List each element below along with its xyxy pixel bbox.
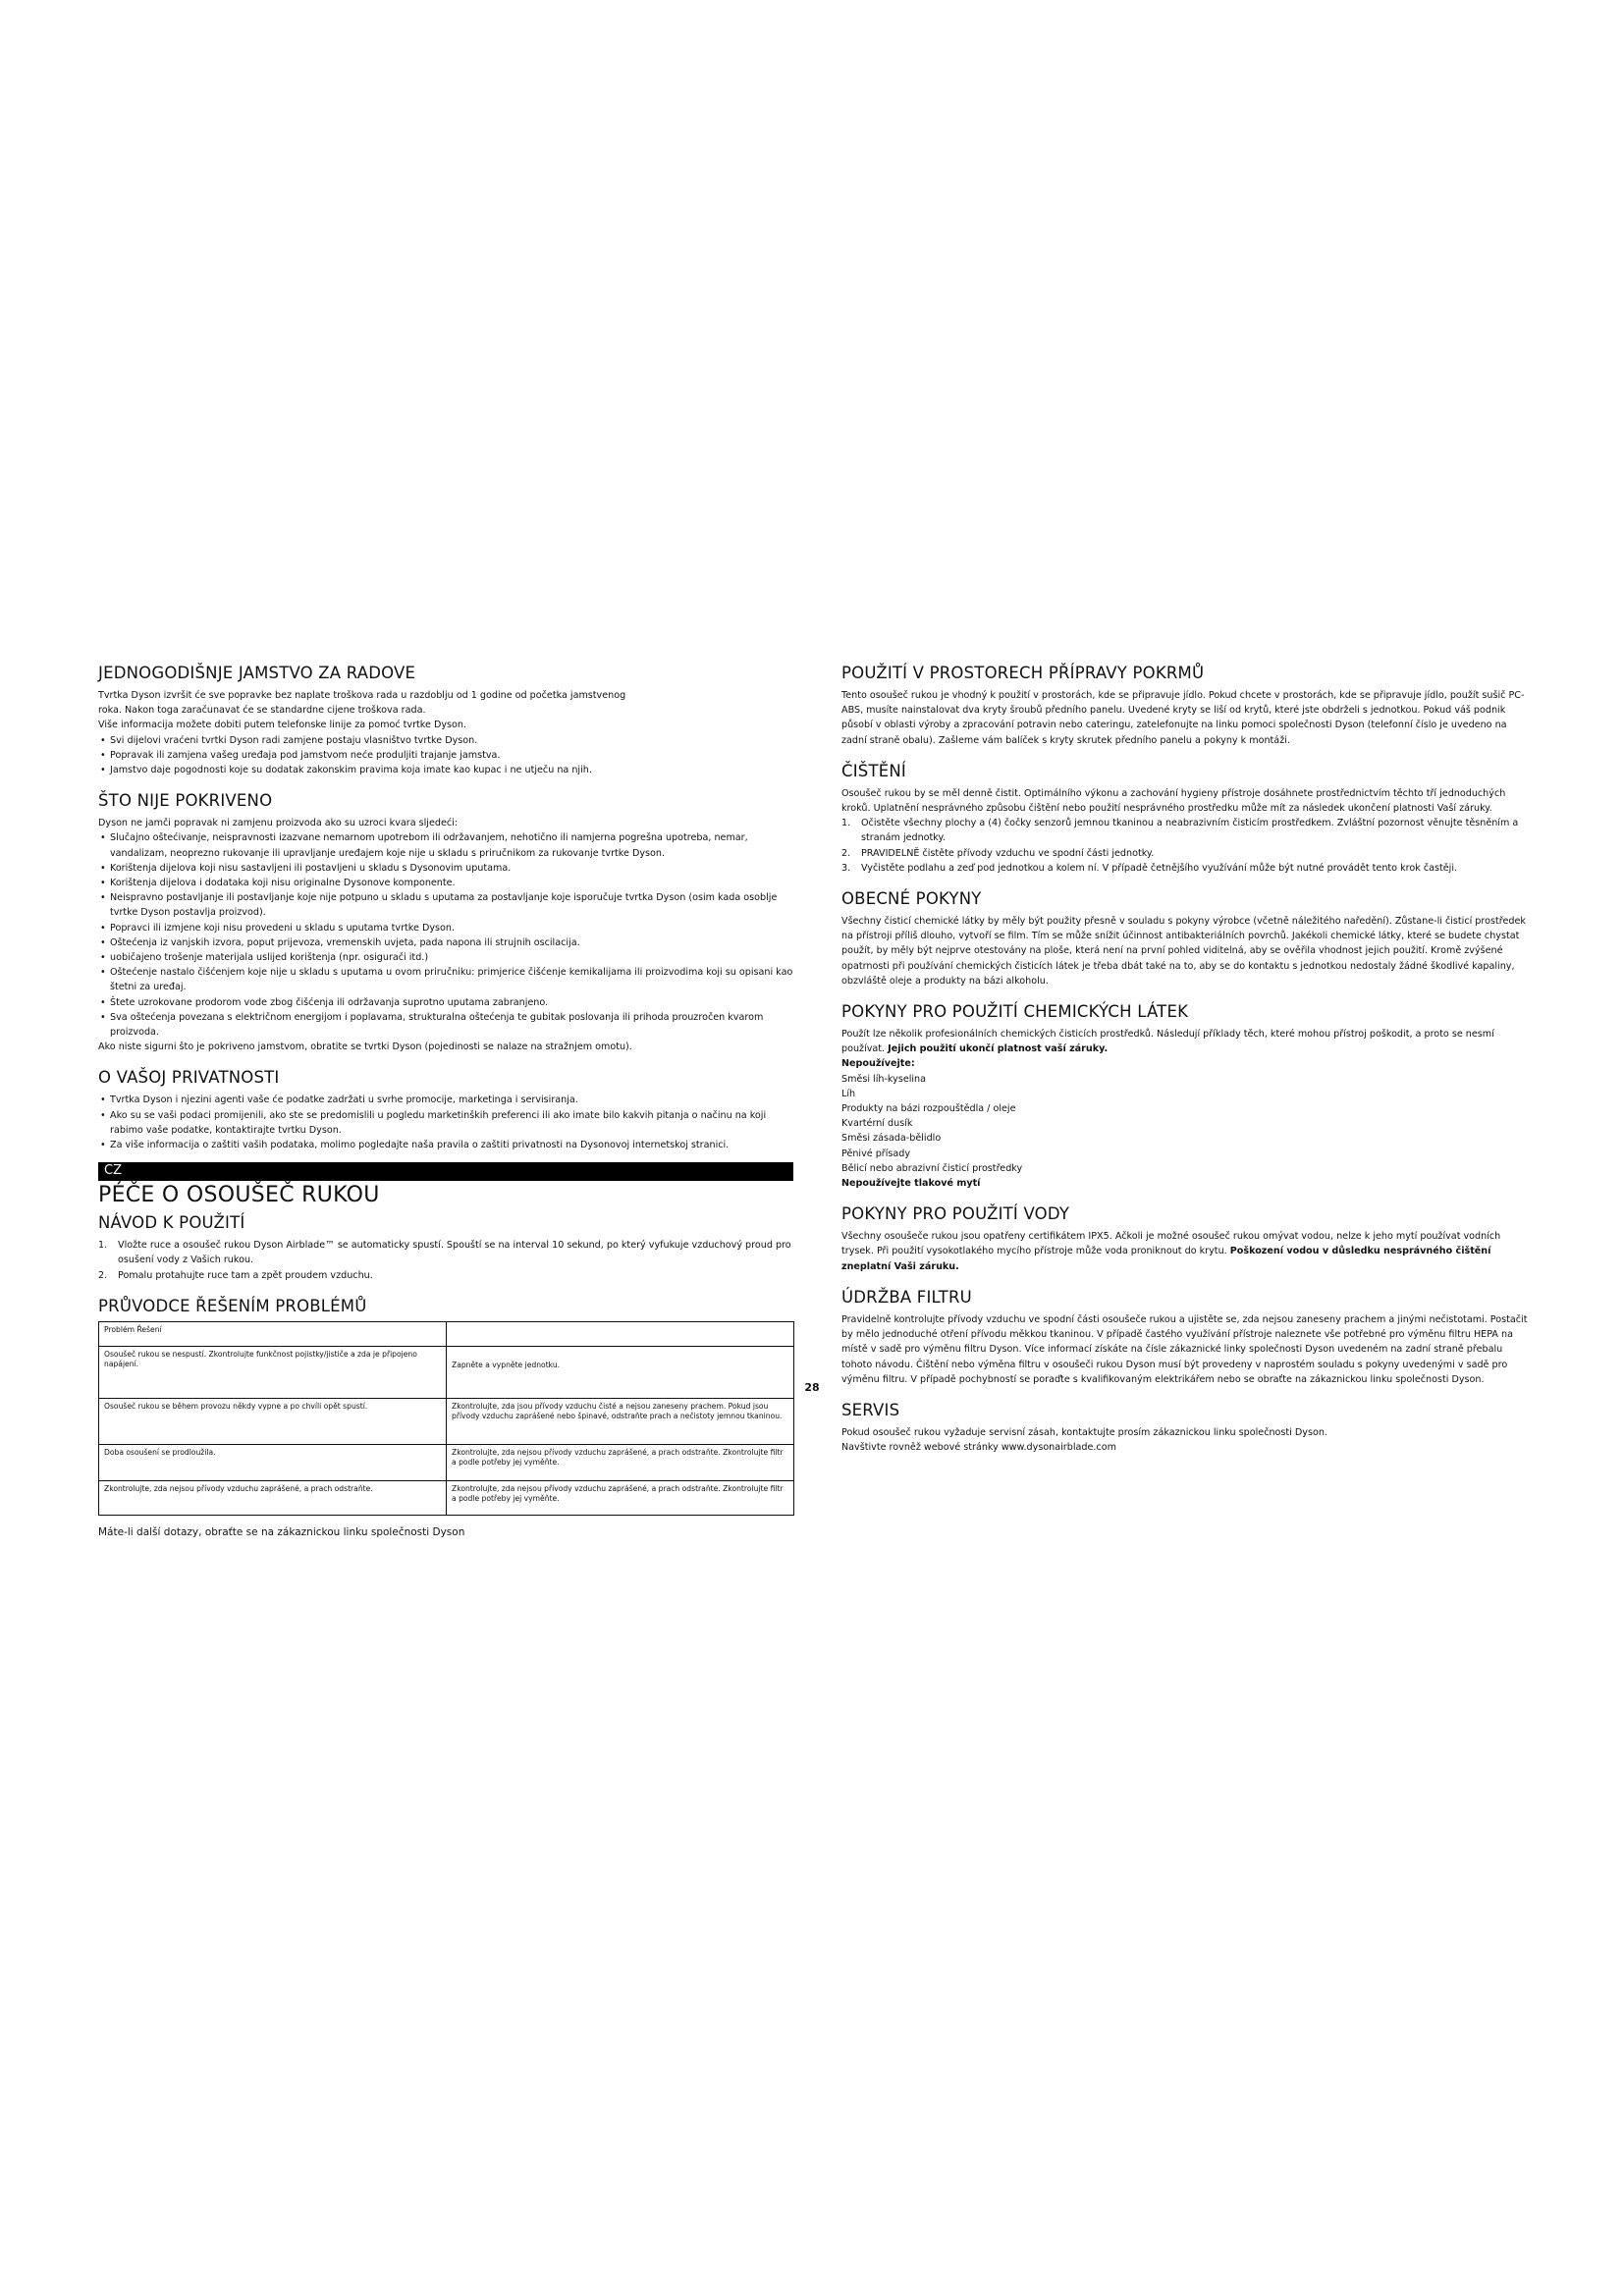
service-line: Navštivte rovněž webové stránky www.dysonairblade.com bbox=[841, 1442, 1116, 1454]
problem-cell: Osoušeč rukou se během provozu někdy vypne a po chvíli opět spustí. bbox=[99, 1398, 447, 1444]
chemicals-warning: Jejich použití ukončí platnost vaší záruky. bbox=[888, 1043, 1109, 1055]
list-item: • Oštećenje nastalo čišćenjem koje nije u skladu s uputama u ovom priručniku: primjerice čišćenje kemikalijama ili proizvodima koji su opisani kao štetni za uređaj. bbox=[98, 965, 793, 994]
section-title: PÉČE O OSOUŠEČ RUKOU bbox=[98, 1183, 380, 1208]
warranty-text bbox=[98, 688, 793, 733]
list-item bbox=[841, 846, 1529, 861]
table-header-cell: Problém Řešení bbox=[99, 1321, 447, 1346]
troubleshoot-table bbox=[98, 1321, 794, 1516]
problem-cell: Osoušeč rukou se nespustí. Zkontrolujte funkčnost pojistky/jističe a zda je připojeno napájení. bbox=[99, 1346, 447, 1398]
right-column bbox=[841, 664, 1529, 1455]
step-text: Pomalu protahujte ruce tam a zpět proudem vzduchu. bbox=[118, 1269, 373, 1281]
filter-text: Pravidelně kontrolujte přívody vzduchu ve spodní části osoušeče rukou a ujistěte se, zda nejsou zaneseny prachem a jinými nečistotami. Postačit by mělo jednoduché otření přívodu měkkou tkaninou. V případě častého využívání přístroje naleznete vše potřebné pro výměnu filtru HEPA na místě v sadě pro výměnu filtru Dyson. Více informací získáte na čísle zákaznické linky společnosti Dyson uvedeném na zadní straně přebalu tohoto návodu. Čištění nebo výměna filtru v osoušeči rukou Dyson musí být provedeny v naprostém souladu s pokyny uvedenými v sadě pro výměnu filtru. V případě pochybností se poraďte s kvalifikovaným elektrikářem nebo se obraťte na zákaznickou linku společnosti Dyson. bbox=[841, 1313, 1528, 1385]
privacy-heading: O VAŠOJ PRIVATNOSTI bbox=[98, 1068, 280, 1088]
service-line: Pokud osoušeč rukou vyžaduje servisní zásah, kontaktujte prosím zákaznickou linku společnosti Dyson. bbox=[841, 1426, 1327, 1438]
cleaning-text: Osoušeč rukou by se měl denně čistit. Optimálního výkonu a zachování hygieny přístroje dosáhnete prostřednictvím těchto tří jednoduchých kroků. Uplatnění nesprávného způsobu čištění nebo použití nesprávného prostředku může mít za následek ukončení platnosti Vaší záruky. bbox=[841, 787, 1506, 815]
troubleshoot-footer: Máte-li další dotazy, obraťte se na zákaznickou linku společnosti Dyson bbox=[98, 1525, 465, 1538]
list-item: Kvartérní dusík bbox=[841, 1118, 913, 1130]
filter-heading: ÚDRŽBA FILTRU bbox=[841, 1287, 972, 1307]
list-item: Směsi líh-kyselina bbox=[841, 1073, 927, 1085]
chemicals-dont-use: Nepoužívejte: bbox=[841, 1058, 915, 1070]
list-item bbox=[841, 861, 1529, 876]
left-column bbox=[98, 664, 793, 1540]
table-header-cell bbox=[447, 1321, 794, 1346]
list-item: • Korištenja dijelova koji nisu sastavljeni ili postavljeni u skladu s Dysonovim uputama. bbox=[98, 861, 793, 876]
list-item: • Sva oštećenja povezana s električnom energijom i poplavama, strukturalna oštećenja te gubitak poslovanja ili prihoda prouzročen kvarom proizvoda. bbox=[98, 1010, 793, 1040]
step-number: 1. bbox=[841, 818, 851, 829]
list-item: • Ako su se vaši podaci promijenili, ako ste se predomislili u pogledu marketinških preferenci ili ako imate bilo kakvih pitanja o načinu na koji rabimo vaše podatke, kontaktirajte tvrtku Dyson. bbox=[98, 1108, 793, 1138]
list-item bbox=[98, 1238, 793, 1267]
solution-cell: Zapněte a vypněte jednotku. bbox=[447, 1346, 794, 1398]
chemicals-list bbox=[841, 1072, 1529, 1176]
list-item: Směsi zásada-bělidlo bbox=[841, 1133, 942, 1145]
list-item: Produkty na bázi rozpouštědla / oleje bbox=[841, 1103, 1016, 1115]
list-item: • Jamstvo daje pogodnosti koje su dodatak zakonskim pravima koja imate kao kupac i ne utječu na njih. bbox=[98, 763, 793, 777]
step-text: Očistěte všechny plochy a (4) čočky senzorů jemnou tkaninou a neabrazivním čisticím prostředkem. Zvláštní pozornost věnujte těsněním a stranám jednotky. bbox=[861, 818, 1519, 844]
step-number: 2. bbox=[98, 1269, 108, 1281]
table-row bbox=[99, 1398, 794, 1444]
general-text: Všechny čisticí chemické látky by měly být použity přesně v souladu s pokyny výrobce (včetně náležitého naředění). Zůstane-li čisticí prostředek na přístroji příliš dlouho, vytvoří se film. Tím se může snížit účinnost antibakteriálních povrchů. Jakékoli chemické látky, které se budete chystat použít, by měly být nejprve otestovány na ploše, která není na první pohled viditelná, aby se ověřila vhodnost jejich použití. Kromě zvýšené opatrnosti při používání chemických čisticích látek je třeba dbát také na to, aby se do kontaktu s jednotkou nedostaly žádné škodlivé kapaliny, obzvláště oleje a produkty na bázi alkoholu. bbox=[841, 916, 1526, 987]
privacy-bullets bbox=[98, 1093, 793, 1152]
cleaning-steps bbox=[841, 816, 1529, 876]
list-item: • Korištenja dijelova i dodataka koji nisu originalne Dysonove komponente. bbox=[98, 876, 793, 890]
list-item: • Oštećenja iz vanjskih izvora, poput prijevoza, vremenskih uvjeta, pada napona ili strujnih oscilacija. bbox=[98, 935, 793, 950]
not-covered-outro: Ako niste sigurni što je pokriveno jamstvom, obratite se tvrtki Dyson (pojedinosti se nalaze na stražnjem omotu). bbox=[98, 1041, 632, 1053]
solution-cell: Zkontrolujte, zda jsou přívody vzduchu čisté a nejsou zaneseny prachem. Pokud jsou přívody vzduchu zaprášené nebo špinavé, odstraňte prach a nečistoty jemnou tkaninou. bbox=[447, 1398, 794, 1444]
water-heading: POKYNY PRO POUŽITÍ VODY bbox=[841, 1204, 1070, 1224]
not-covered-bullets bbox=[98, 830, 793, 1040]
list-item: • Neispravno postavljanje ili postavljanje koje nije potpuno u skladu s uputama za postavljanje koje isporučuje tvrtka Dyson (osim kada osoblje tvrtke Dyson postavlja proizvod). bbox=[98, 890, 793, 920]
kitchen-heading: POUŽITÍ V PROSTORECH PŘÍPRAVY POKRMŮ bbox=[841, 664, 1205, 682]
list-item: • Popravci ili izmjene koji nisu provedeni u skladu s uputama tvrtke Dyson. bbox=[98, 921, 793, 935]
language-bar: CZ bbox=[98, 1162, 793, 1181]
list-item: • Slučajno oštećivanje, neispravnosti izazvane nemarnom upotrebom ili održavanjem, nehotično ili namjerna pogrešna upotreba, nemar, vandalizam, neoprezno rukovanje ili upravljanje uređajem koje nije u skladu s priručnikom za rukovanje tvrtke Dyson. bbox=[98, 830, 793, 860]
list-item: • Tvrtka Dyson i njezini agenti vaše će podatke zadržati u svrhe promocije, marketinga i servisiranja. bbox=[98, 1093, 793, 1107]
table-row bbox=[99, 1321, 794, 1346]
list-item: • Za više informacija o zaštiti vaših podataka, molimo pogledajte naša pravila o zaštiti privatnosti na Dysonovoj internetskoj stranici. bbox=[98, 1138, 793, 1152]
table-row bbox=[99, 1444, 794, 1480]
general-heading: OBECNÉ POKYNY bbox=[841, 889, 982, 909]
chemicals-last: Nepoužívejte tlakové mytí bbox=[841, 1178, 981, 1190]
cleaning-heading: ČIŠTĚNÍ bbox=[841, 761, 906, 780]
step-number: 1. bbox=[98, 1240, 108, 1252]
warranty-line: roka. Nakon toga zaračunavat će se standardne cijene troškova rada. bbox=[98, 705, 426, 717]
usage-steps bbox=[98, 1238, 793, 1283]
chemicals-text-a: Použít lze několik profesionálních chemických čisticích prostředků. Následují příklady těch, které mohou přístroj poškodit, a proto se nesmí používat. bbox=[841, 1029, 1494, 1055]
problem-cell: Zkontrolujte, zda nejsou přívody vzduchu zaprášené, a prach odstraňte. bbox=[99, 1480, 447, 1515]
warranty-heading: JEDNOGODIŠNJE JAMSTVO ZA RADOVE bbox=[98, 664, 416, 682]
warranty-line: Tvrtka Dyson izvršit će sve popravke bez naplate troškova rada u razdoblju od 1 godine od početka jamstvenog bbox=[98, 690, 626, 701]
list-item: Líh bbox=[841, 1088, 856, 1099]
list-item: • Štete uzrokovane prodorom vode zbog čišćenja ili održavanja suprotno uputama zabranjeno. bbox=[98, 995, 793, 1010]
warranty-bullets bbox=[98, 733, 793, 778]
water-warning: Poškození vodou v důsledku nesprávného čištění zneplatní Vaši záruku. bbox=[841, 1246, 1491, 1272]
chemicals-text bbox=[841, 1027, 1529, 1056]
page-number: 28 bbox=[804, 1381, 820, 1394]
problem-cell: Doba osoušení se prodloužila. bbox=[99, 1444, 447, 1480]
table-row bbox=[99, 1480, 794, 1515]
table-row bbox=[99, 1346, 794, 1398]
water-text bbox=[841, 1229, 1529, 1274]
list-item: • Popravak ili zamjena vašeg uređaja pod jamstvom neće produljiti trajanje jamstva. bbox=[98, 748, 793, 763]
usage-heading: NÁVOD K POUŽITÍ bbox=[98, 1213, 245, 1233]
service-heading: SERVIS bbox=[841, 1400, 900, 1419]
kitchen-text: Tento osoušeč rukou je vhodný k použití v prostorách, kde se připravuje jídlo. Pokud chcete v prostorách, kde se připravuje jídlo, použít sušič PC-ABS, musíte nainstalovat dva kryty šroubů předního panelu. Uvedené kryty se liší od krytů, které jste obdrželi s jednotkou. Pokud váš podnik působí v oblasti výroby a zpracování potravin nebo cateringu, zatelefonujte na linku pomoci společnosti Dyson (telefonní číslo je uvedeno na zadní straně obalu). Zašleme vám balíček s kryty skrutek předního panelu a pokyny k montáži. bbox=[841, 690, 1525, 746]
list-item: • uobičajeno trošenje materijala uslijed korištenja (npr. osigurači itd.) bbox=[98, 950, 793, 965]
solution-cell: Zkontrolujte, zda nejsou přívody vzduchu zaprášené, a prach odstraňte. Zkontrolujte filtr a podle potřeby jej vyměňte. bbox=[447, 1480, 794, 1515]
list-item bbox=[841, 816, 1529, 845]
troubleshoot-heading: PRŮVODCE ŘEŠENÍM PROBLÉMŮ bbox=[98, 1296, 367, 1315]
step-text: Vyčistěte podlahu a zeď pod jednotkou a kolem ní. V případě četnějšího využívání může být nutné provádět tento krok častěji. bbox=[861, 862, 1458, 874]
not-covered-intro: Dyson ne jamči popravak ni zamjenu proizvoda ako su uzroci kvara sljedeći: bbox=[98, 818, 459, 829]
solution-cell: Zkontrolujte, zda nejsou přívody vzduchu zaprášené, a prach odstraňte. Zkontrolujte filtr a podle potřeby jej vyměňte. bbox=[447, 1444, 794, 1480]
list-item: • Svi dijelovi vraćeni tvrtki Dyson radi zamjene postaju vlasništvo tvrtke Dyson. bbox=[98, 733, 793, 748]
step-text: PRAVIDELNĚ čistěte přívody vzduchu ve spodní části jednotky. bbox=[861, 847, 1155, 859]
not-covered-heading: ŠTO NIJE POKRIVENO bbox=[98, 791, 273, 811]
water-text-a: Všechny osoušeče rukou jsou opatřeny certifikátem IPX5. Ačkoli je možné osoušeč rukou omývat vodou, nelze k jeho mytí používat vodních trysek. Při použití vysokotlakého mycího přístroje může voda proniknout do krytu. bbox=[841, 1231, 1501, 1257]
list-item bbox=[98, 1268, 793, 1283]
step-number: 3. bbox=[841, 862, 851, 874]
chemicals-heading: POKYNY PRO POUŽITÍ CHEMICKÝCH LÁTEK bbox=[841, 1002, 1189, 1022]
list-item: Bělicí nebo abrazivní čisticí prostředky bbox=[841, 1162, 1023, 1174]
list-item: Pěnivé přísady bbox=[841, 1148, 911, 1159]
warranty-line: Više informacija možete dobiti putem telefonske linije za pomoć tvrtke Dyson. bbox=[98, 720, 467, 731]
step-text: Vložte ruce a osoušeč rukou Dyson Airblade™ se automaticky spustí. Spouští se na interval 10 sekund, po který vyfukuje vzduchový proud pro osušení vody z Vašich rukou. bbox=[118, 1240, 791, 1266]
step-number: 2. bbox=[841, 847, 851, 859]
